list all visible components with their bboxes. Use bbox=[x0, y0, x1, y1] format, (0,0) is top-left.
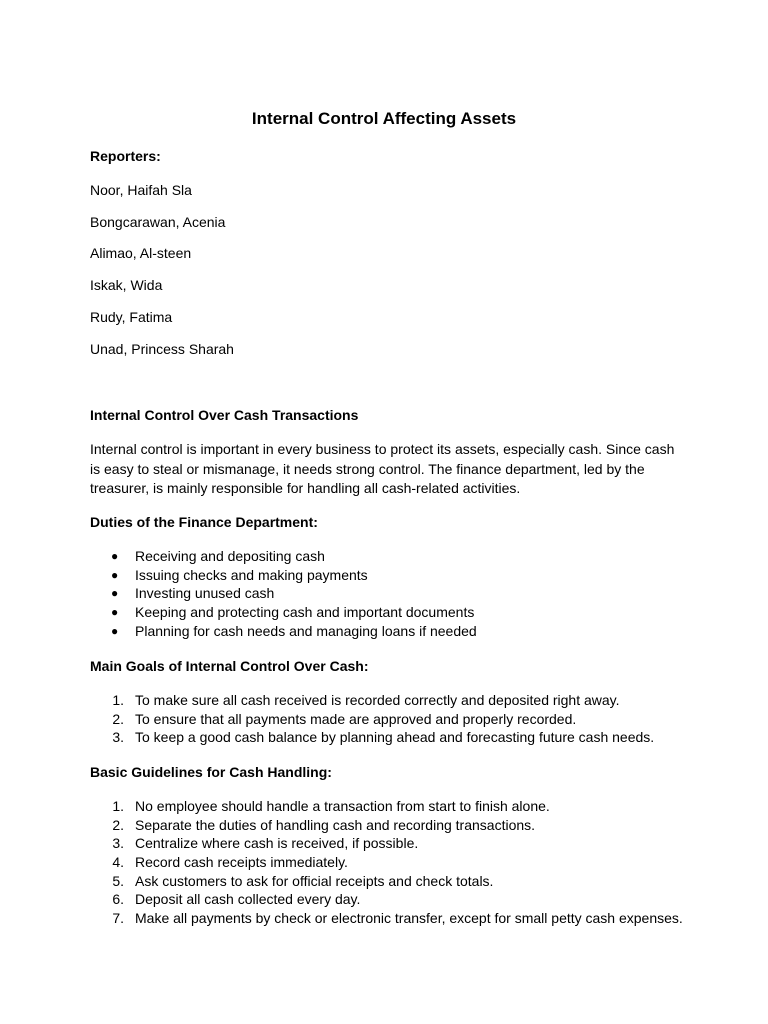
number-marker: 1. bbox=[112, 692, 124, 708]
list-item-text: Centralize where cash is received, if possible. bbox=[135, 835, 419, 852]
list-item-text: Deposit all cash collected every day. bbox=[135, 891, 361, 908]
list-item-text: To keep a good cash balance by planning ahead and forecasting future cash needs. bbox=[135, 729, 655, 746]
number-marker: 2. bbox=[112, 816, 124, 833]
number-marker: 2. bbox=[112, 710, 124, 727]
bullet-marker: ● bbox=[111, 605, 119, 620]
number-marker: 1. bbox=[112, 798, 124, 814]
number-marker: 3. bbox=[112, 729, 124, 746]
list-item bbox=[90, 834, 710, 853]
list-item bbox=[90, 566, 710, 585]
reporter-name: Alimao, Al-steen bbox=[90, 245, 192, 261]
reporter-name: Iskak, Wida bbox=[90, 277, 163, 293]
list-item bbox=[90, 909, 710, 928]
list-item-text: To ensure that all payments made are approved and properly recorded. bbox=[135, 710, 577, 727]
duties-heading: Duties of the Finance Department: bbox=[90, 514, 318, 530]
list-item bbox=[90, 622, 710, 641]
list-item-text: Issuing checks and making payments bbox=[135, 566, 368, 583]
number-marker: 3. bbox=[112, 835, 124, 852]
list-item-text: No employee should handle a transaction from start to finish alone. bbox=[135, 798, 550, 814]
list-item bbox=[90, 797, 710, 816]
list-item-text: Receiving and depositing cash bbox=[135, 548, 325, 564]
guidelines-heading: Basic Guidelines for Cash Handling: bbox=[90, 764, 332, 780]
goals-list bbox=[90, 691, 710, 747]
list-item-text: Planning for cash needs and managing loans if needed bbox=[135, 622, 477, 639]
list-item bbox=[90, 584, 710, 603]
reporter-name: Bongcarawan, Acenia bbox=[90, 214, 226, 230]
list-item-text: Investing unused cash bbox=[135, 585, 275, 602]
list-item bbox=[90, 691, 710, 710]
intro-paragraph: Internal control is important in every business to protect its assets, especially cash. Since cash is easy to steal or mismanage, it needs strong control. The finance department, led by the treasurer, is mainly responsible for handling all cash-related activities. bbox=[90, 441, 675, 496]
number-marker: 5. bbox=[112, 872, 124, 889]
list-item-text: To make sure all cash received is recorded correctly and deposited right away. bbox=[135, 692, 620, 708]
bullet-marker: ● bbox=[111, 567, 119, 582]
list-item bbox=[90, 728, 710, 747]
reporters-heading: Reporters: bbox=[90, 148, 161, 164]
number-marker: 7. bbox=[112, 910, 124, 927]
number-marker: 6. bbox=[112, 891, 124, 908]
reporter-name: Rudy, Fatima bbox=[90, 309, 173, 325]
list-item bbox=[90, 853, 710, 872]
list-item bbox=[90, 872, 710, 891]
list-item bbox=[90, 816, 710, 835]
list-item-text: Separate the duties of handling cash and recording transactions. bbox=[135, 816, 536, 833]
guidelines-list bbox=[90, 797, 710, 928]
number-marker: 4. bbox=[112, 854, 124, 871]
list-item bbox=[90, 890, 710, 909]
list-item bbox=[90, 710, 710, 729]
bullet-marker: ● bbox=[111, 549, 119, 563]
list-item-text: Keeping and protecting cash and important documents bbox=[135, 604, 475, 621]
list-item bbox=[90, 603, 710, 622]
list-item bbox=[90, 547, 710, 566]
bullet-marker: ● bbox=[111, 586, 119, 601]
reporter-name: Noor, Haifah Sla bbox=[90, 182, 192, 198]
duties-list bbox=[90, 547, 710, 640]
document-title: Internal Control Affecting Assets bbox=[251, 109, 517, 128]
section-heading: Internal Control Over Cash Transactions bbox=[90, 407, 359, 423]
goals-heading: Main Goals of Internal Control Over Cash: bbox=[90, 658, 369, 674]
list-item-text: Ask customers to ask for official receipts and check totals. bbox=[135, 872, 494, 889]
reporter-name: Unad, Princess Sharah bbox=[90, 341, 234, 357]
list-item-text: Make all payments by check or electronic transfer, except for small petty cash expenses. bbox=[135, 910, 683, 927]
list-item-text: Record cash receipts immediately. bbox=[135, 854, 348, 871]
bullet-marker: ● bbox=[111, 623, 119, 638]
